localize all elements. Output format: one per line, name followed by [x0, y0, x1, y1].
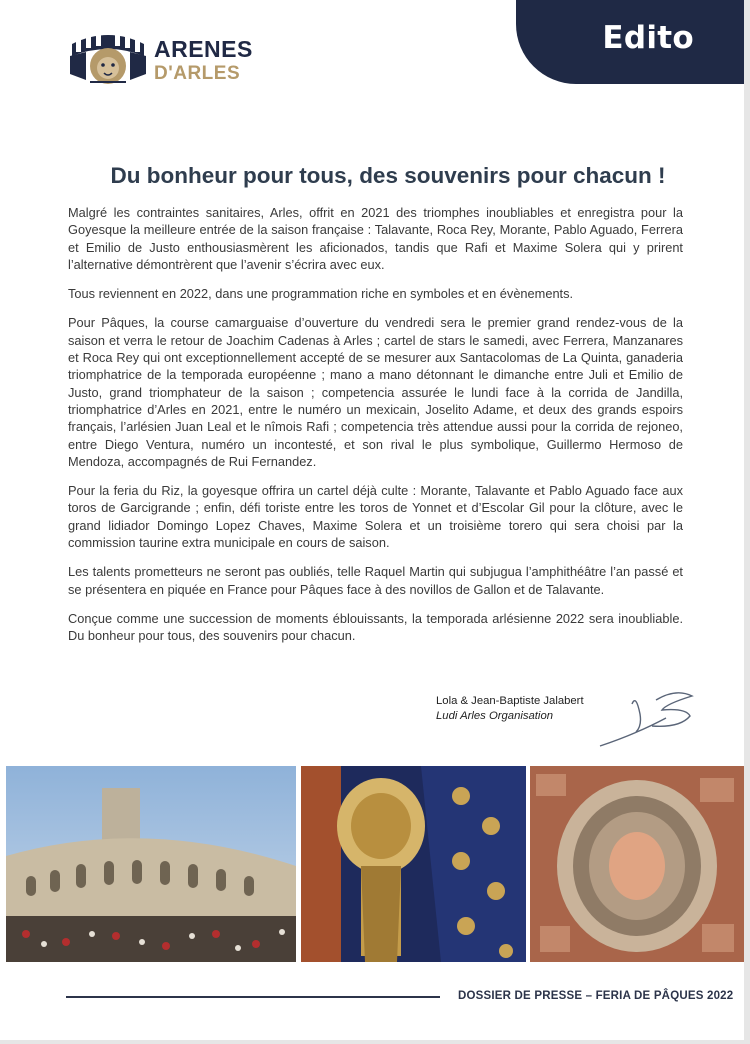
section-label: Edito: [602, 20, 694, 56]
photo-strip: [6, 766, 744, 962]
matador-costume-photo: [301, 766, 526, 962]
arena-lion-icon: [66, 26, 150, 90]
edito-section-tab: [516, 0, 744, 84]
brand-name-line2: D'ARLES: [154, 63, 241, 84]
brand-name-line1: ARENES: [154, 36, 253, 62]
paragraph: Conçue comme une succession de moments éblouissants, la temporada arlésienne 2022 sera inoubliable. Du bonheur pour tous, des souvenirs pour chacun.: [68, 610, 683, 644]
paragraph: Pour la feria du Riz, la goyesque offrira un cartel déjà culte : Morante, Talavante et Pablo Aguado face aux toros de Garcigrande ; enfin, défi toriste entre les toros de Yonnet et d’Escolar Gil pour la clôture, avec le grand lidiador Domingo Lopez Chaves, Maxime Solera et un troisième torero qui sera choisi par la commission taurine extra municipale en cours de saison.: [68, 483, 683, 551]
signature-name: Lola & Jean-Baptiste Jalabert: [436, 695, 584, 707]
arena-aerial-photo: [530, 766, 744, 962]
footer-label-part1: DOSSIER DE PRESSE –: [458, 990, 596, 1002]
paragraph: Les talents prometteurs ne seront pas oubliés, telle Raquel Martin qui subjugua l’amphithéâtre l’an passé et se présentera en piquée en France pour Pâques face à des novillos de Gallon et de Talavante.: [68, 564, 683, 597]
signature-scribble-icon: [596, 684, 700, 754]
article-body: [68, 204, 683, 657]
paragraph: Pour Pâques, la course camarguaise d’ouverture du vendredi sera le premier grand rendez-vous de la saison et verra le retour de Joachim Cadenas à Arles ; cartel de stars le samedi, avec Ferrera, Manzanares et Roca Rey qui ont exceptionnellement accepté de se mesurer aux Santacolomas de La Quinta, ganaderia triomphatrice de la temporada européenne ; mano a mano détonnant le dimanche entre Juli et Emilio de Justo, grand triomphateur de la saison ; competencia assurée le lundi face à la corrida de Jandilla, triomphatrice d’Arles en 2021, entre le numéro un mexicain, Joselito Adame, et deux des grands espoirs français, l’arlésien Juan Leal et le nîmois Rafi ; competencia très attendue aussi pour la corrida de rejoneo, entre Diego Ventura, numéro un incontesté, et son rival le plus symbolique, Guillermo Hermoso de Mendoza, accompagnés de Rui Fernandez.: [68, 315, 683, 469]
paragraph: Malgré les contraintes sanitaires, Arles, offrit en 2021 des triomphes inoubliables et enregistra pour la Goyesque la meilleure entrée de la saison française : Talavante, Roca Rey, Morante, Pablo Aguado, Ferrera et Emilio de Justo enthousiasmèrent les aficionados, tandis que Rafi et Maxime Solera qui y prirent l’alternative démontrèrent que l’avenir s’écrira avec eux.: [68, 205, 683, 272]
arenes-arles-logo: [66, 26, 256, 90]
footer-label-part2: FERIA DE PÂQUES 2022: [595, 990, 734, 1002]
footer-label: [458, 990, 733, 1002]
paragraph: Tous reviennent en 2022, dans une programmation riche en symboles et en évènements.: [68, 286, 574, 302]
arena-crowd-photo: [6, 766, 296, 962]
signature-organization: Ludi Arles Organisation: [436, 710, 554, 722]
footer-divider: [66, 996, 440, 998]
article-title: Du bonheur pour tous, des souvenirs pour chacun !: [110, 163, 666, 188]
